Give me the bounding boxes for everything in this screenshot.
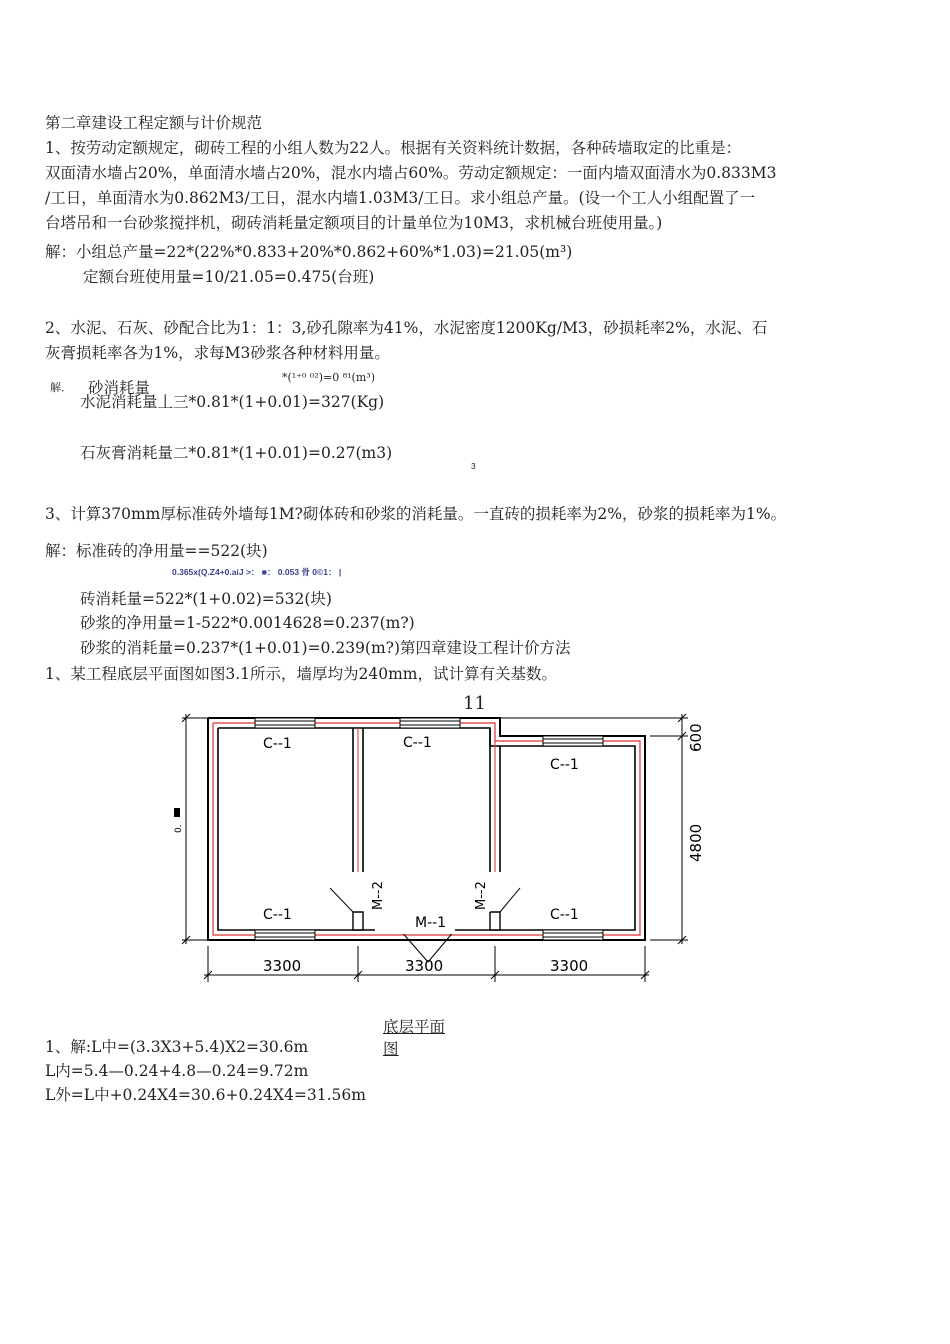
- q3-mortar-net: 砂浆的净用量=1-522*0.0014628=0.237(m?): [80, 614, 415, 632]
- wall-centerline: [213, 723, 640, 935]
- door-swing-m2-right: [500, 888, 520, 912]
- q2-sand-formula: *(¹⁺⁰ ⁰²)=0 ⁸¹(m³): [282, 371, 375, 384]
- ch4-answer-1: 1、解:L中=(3.3X3+5.4)X2=30.6m: [45, 1038, 309, 1056]
- left-dimension-mark: [174, 808, 180, 817]
- q2-jie-label: 解．: [50, 381, 72, 394]
- chapter-title: 第二章建设工程定额与计价规范: [45, 114, 263, 132]
- floor-plan: [160, 700, 720, 990]
- q1-line-2: 双面清水墙占20%，单面清水墙占20%，混水内墙占60%。劳动定额规定：一面内墙双面清水为0.833M3: [45, 164, 777, 182]
- dim-right-600: 600: [687, 723, 705, 752]
- window-bottom-2: [543, 930, 603, 940]
- q3-question: 3、计算370mm厚标准砖外墙每1M?砌体砖和砂浆的消耗量。一直砖的损耗率为2%，砂浆的损耗率为1%。: [45, 505, 787, 523]
- window-top-3: [543, 736, 603, 746]
- label-c1-e: C--1: [550, 907, 579, 923]
- window-bottom-1: [255, 930, 315, 940]
- q1-line-4: 台塔吊和一台砂浆搅拌机，砌砖消耗量定额项目的计量单位为10M3，求机械台班使用量。): [45, 214, 663, 232]
- q2-line-2: 灰膏损耗率各为1%，求每M3砂浆各种材料用量。: [45, 344, 390, 362]
- q2-sand: 砂消耗量: [88, 379, 151, 397]
- q2-lime: 石灰膏消耗量二*0.81*(1+0.01)=0.27(m3): [80, 444, 393, 462]
- dim-bottom-2: 3300: [405, 957, 444, 975]
- label-c1-d: C--1: [263, 907, 292, 923]
- label-c1-a: C--1: [263, 736, 292, 752]
- figure-number: 11: [463, 693, 486, 714]
- door-swing-m2-left: [330, 888, 353, 912]
- q2-line-1: 2、水泥、石灰、砂配合比为1：1：3,砂孔隙率为41%，水泥密度1200Kg/M3，砂损耗率2%，水泥、石: [45, 319, 768, 337]
- label-c1-c: C--1: [550, 757, 579, 773]
- label-c1-b: C--1: [403, 735, 432, 751]
- q3-brick-use: 砖消耗量=522*(1+0.02)=532(块): [80, 590, 332, 608]
- label-m2-left: M--2: [371, 881, 386, 910]
- left-dimension-text: 0.: [174, 824, 184, 833]
- ch4-answer-3: L外=L中+0.24X4=30.6+0.24X4=31.56m: [45, 1086, 366, 1104]
- dim-bottom-3: 3300: [550, 957, 589, 975]
- dim-right-4800: 4800: [687, 823, 705, 862]
- ch4-q1: 1、某工程底层平面图如图3.1所示，墙厚均为240mm，试计算有关基数。: [45, 665, 557, 683]
- window-top-2: [400, 718, 460, 728]
- window-top-1: [255, 718, 315, 728]
- door-stub-2: [490, 912, 500, 930]
- q1-answer-2: 定额台班使用量=10/21.05=0.475(台班): [83, 268, 375, 286]
- dim-bottom-1: 3300: [263, 957, 302, 975]
- q1-answer-1: 解：小组总产量=22*(22%*0.833+20%*0.862+60%*1.03)=21.05(m³): [45, 243, 573, 261]
- q3-formula-fragment: 0.365x(Q.Z4+0.aiJ >： ■： 0.053 骨 0©1： |: [172, 567, 342, 577]
- q3-net-brick: 解：标准砖的净用量==522(块): [45, 542, 268, 560]
- figure-caption-line-2: 图: [383, 1040, 399, 1058]
- stray-mark: 3: [471, 461, 476, 471]
- label-m2-right: M--2: [474, 881, 489, 910]
- q3-mortar-use: 砂浆的消耗量=0.237*(1+0.01)=0.239(m?)第四章建设工程计价方法: [80, 639, 571, 657]
- ch4-answer-2: L内=5.4—0.24+4.8—0.24=9.72m: [45, 1062, 309, 1080]
- q1-line-1: 1、按劳动定额规定，砌砖工程的小组人数为22人。根据有关资料统计数据，各种砖墙取定的比重是：: [45, 139, 742, 157]
- figure-caption-line-1: 底层平面: [383, 1018, 446, 1036]
- door-stub-1: [353, 912, 363, 930]
- label-m1: M--1: [415, 915, 447, 931]
- q2-cement: 水泥消耗量丄三*0.81*(1+0.01)=327(Kg): [80, 393, 385, 411]
- q1-line-3: /工日，单面清水为0.862M3/工日，混水内墙1.03M3/工日。求小组总产量。(设一个工人小组配置了一: [45, 189, 756, 207]
